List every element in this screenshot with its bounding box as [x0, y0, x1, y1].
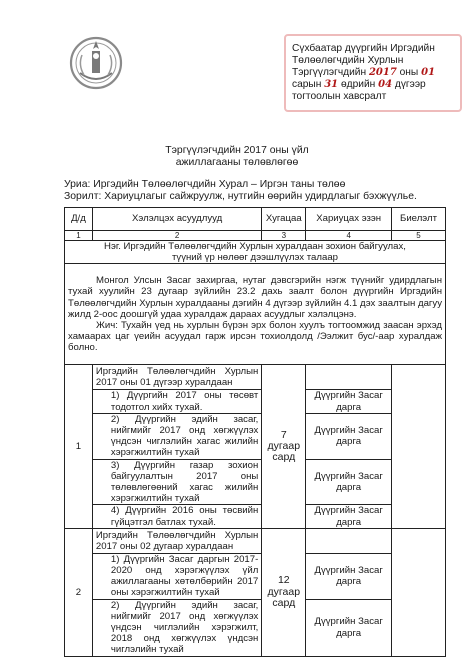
- header-cell: Д/д: [65, 208, 93, 231]
- row-number: 1: [65, 365, 93, 528]
- agenda-item: 3) Дүүргийн газар зохион байгуулалтын 2017 оны төлөвлөгөөний хагас жилийн хэрэгжилтийн тухай: [92, 459, 261, 505]
- section-intro: [65, 264, 446, 365]
- section-heading: Нэг. Иргэдийн Төлөөлөгчдийн Хурлын хуралдаан зохион байгуулах, түүний үр нөлөөг дээшлүүлэх талаар: [65, 241, 446, 264]
- owner-cell: Дүүргийн Засаг дарга: [306, 553, 392, 599]
- approval-day: 31: [324, 79, 339, 90]
- approval-line-1: Сүхбаатар дүүргийн Иргэдийн: [292, 43, 435, 54]
- owner-cell: Дүүргийн Засаг дарга: [306, 505, 392, 528]
- table-row: [65, 390, 446, 413]
- approval-line-5: тогтоолын хавсралт: [292, 91, 387, 102]
- approval-year: 2017: [368, 67, 397, 78]
- column-number: 4: [306, 231, 392, 241]
- goal-line: Зорилт: Хариуцлагыг сайжруулж, нутгийн өөрийн удирдлагыг бэхжүүлье.: [64, 191, 417, 202]
- column-number: 3: [262, 231, 306, 241]
- header-cell: Хугацаа: [262, 208, 306, 231]
- table-row: [65, 553, 446, 599]
- deadline-cell: 7 дугаар сард: [262, 365, 306, 528]
- session-title: Иргэдийн Төлөөлөгчдийн Хурлын 2017 оны 02 дугаар хуралдаан: [92, 528, 261, 553]
- agenda-item: 2) Дүүргийн эдийн засаг, нийгмийг 2017 онд хөгжүүлэх үндсэн чиглэлийн хагас жилийн хэрэгжилтийн тухай: [92, 413, 261, 459]
- row-number: 2: [65, 528, 93, 656]
- state-emblem-icon: [68, 33, 124, 91]
- column-number: 1: [65, 231, 93, 241]
- note-paragraph: Жич: Тухайн үед нь хурлын бүрэн эрх болон хуулъ тогтоомжид заасан эрхэд хамаарах цаг үеийн асуудал гарж ирсэн тохиолдолд /Ээлжит бус/-аар хуралдаж болно.: [68, 320, 442, 354]
- header-cell: Хариуцах эзэн: [306, 208, 392, 231]
- owner-cell: Дүүргийн Засаг дарга: [306, 459, 392, 505]
- table-row: [65, 599, 446, 656]
- table-row: [65, 365, 446, 390]
- column-number-row: [65, 231, 446, 241]
- approval-number: 04: [378, 79, 393, 90]
- approval-block: [292, 43, 452, 103]
- owner-cell: Дүүргийн Засаг дарга: [306, 599, 392, 656]
- agenda-item: 4) Дүүргийн 2016 оны төсвийн гүйцэтгэл батлах тухай.: [92, 505, 261, 528]
- table-row: [65, 505, 446, 528]
- section-heading-row: [65, 241, 446, 264]
- approval-line-4: сарын 31 өдрийн 04 дүгээр: [292, 79, 426, 90]
- approval-line-3: Тэргүүлэгчдийн 2017 оны 01: [292, 67, 436, 78]
- completion-cell: [392, 528, 446, 656]
- approval-month: 01: [421, 67, 436, 78]
- document-title: Тэргүүлэгчдийн 2017 оны үйл: [165, 145, 309, 156]
- motto-line: Уриа: Иргэдийн Төлөөлөгчдийн Хурал – Иргэн таны төлөө: [64, 179, 346, 190]
- agenda-item: 1) Дүүргийн Засаг даргын 2017-2020 онд хэрэгжүүлэх үйл ажиллагааны хөтөлбөрийн 2017 оны хэрэгжилтийн тухай: [92, 553, 261, 599]
- table-row: [65, 413, 446, 459]
- session-title: Иргэдийн Төлөөлөгчдийн Хурлын 2017 оны 01 дүгээр хуралдаан: [92, 365, 261, 390]
- agenda-item: 2) Дүүргийн эдийн засаг, нийгмийг 2017 онд хөгжүүлэх үндсэн чиглэлийн хэрэгжилт, 2018 онд хөгжүүлэх үндсэн чиглэлийн тухай: [92, 599, 261, 656]
- table-row: [65, 528, 446, 553]
- header-cell: Биелэлт: [392, 208, 446, 231]
- header-cell: Хэлэлцэх асуудлууд: [92, 208, 261, 231]
- section-intro-row: [65, 264, 446, 365]
- owner-cell: Дүүргийн Засаг дарга: [306, 413, 392, 459]
- column-number: 2: [92, 231, 261, 241]
- approval-line-2: Төлөөлөгчдийн Хурлын: [292, 55, 404, 66]
- intro-paragraph: Монгол Улсын Засаг захиргаа, нутаг дэвсгэрийн нэгж түүнийг удирдлагын тухай хуулийн 23 дугаар зүйлийн 23.2 дахь заалт болон дүүргийн Иргэдийн Төлөөлөгчдийн Хурлын хуралдааны дэгийн 4 дүгээр зүйлийн 4.1 дэх заалтын дагуу жилд 2-оос доошгүй удаа хуралдаж дараах асуудлыг хэлэлцэнэ.: [68, 275, 442, 320]
- column-number: 5: [392, 231, 446, 241]
- agenda-item: 1) Дүүргийн 2017 оны төсөвт тодотгол хийх тухай.: [92, 390, 261, 413]
- document-subtitle: ажиллагааны төлөвлөгөө: [175, 157, 299, 168]
- owner-cell: Дүүргийн Засаг дарга: [306, 390, 392, 413]
- table-row: [65, 459, 446, 505]
- completion-cell: [392, 365, 446, 528]
- deadline-cell: 12 дугаар сард: [262, 528, 306, 656]
- plan-table: [64, 207, 446, 657]
- table-header-row: [65, 208, 446, 231]
